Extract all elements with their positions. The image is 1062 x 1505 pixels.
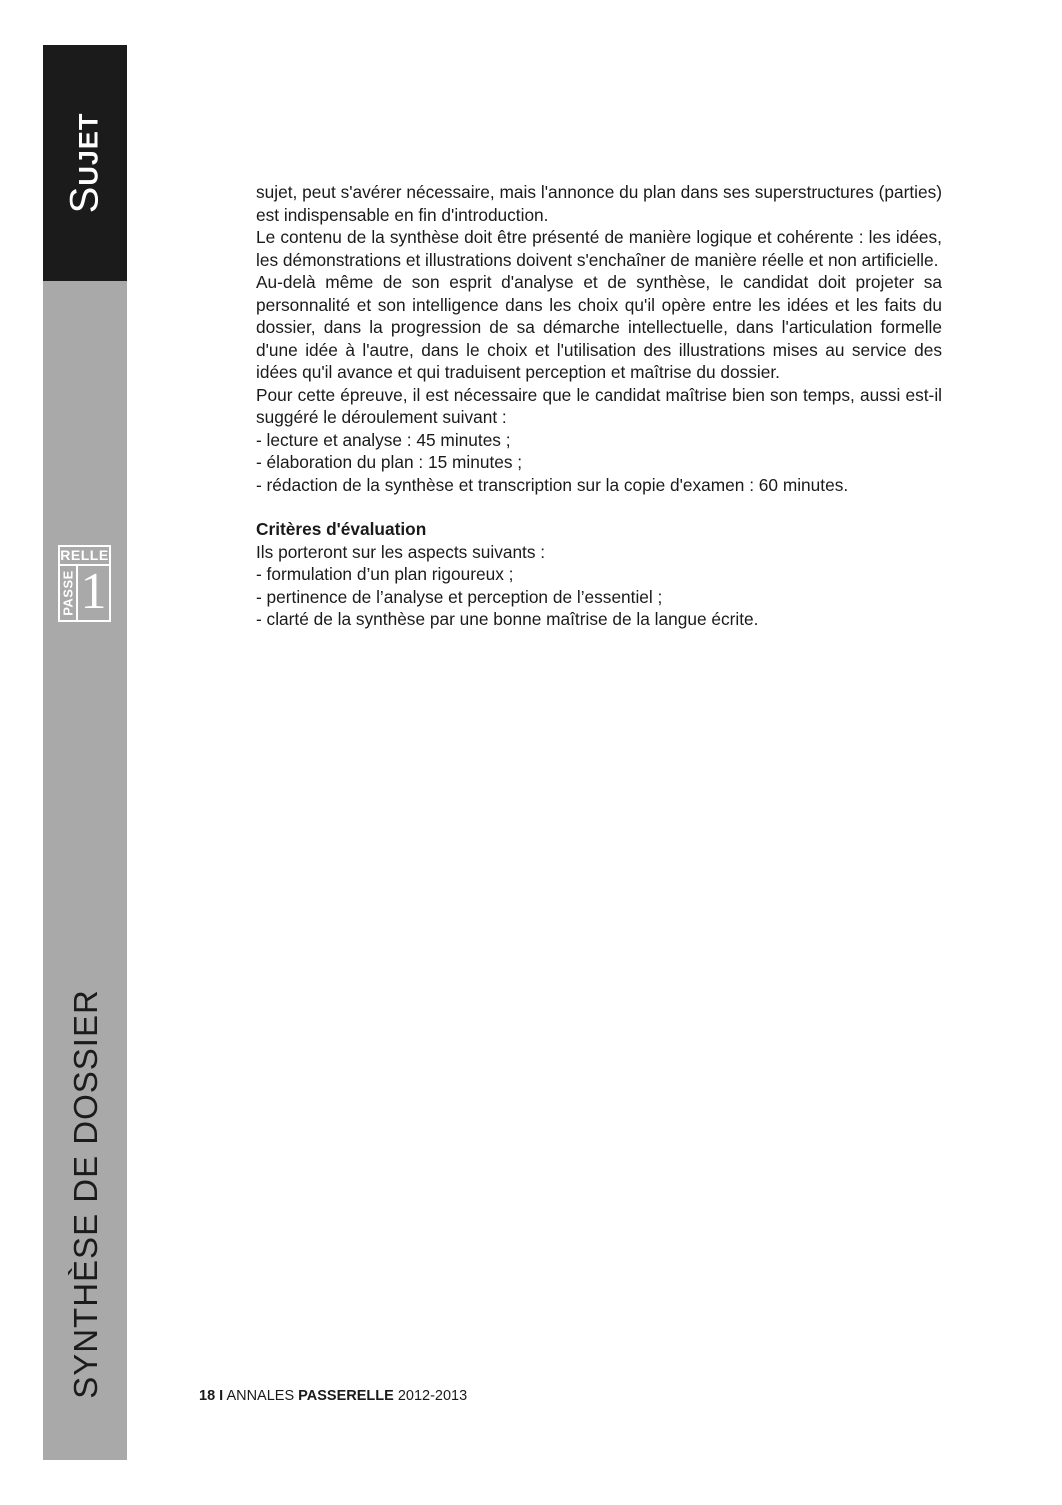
timing-item: - lecture et analyse : 45 minutes ; xyxy=(256,429,511,450)
logo-number: 1 xyxy=(80,563,107,620)
page-footer xyxy=(199,1388,467,1404)
footer-separator: I xyxy=(219,1388,224,1404)
paragraph: Pour cette épreuve, il est nécessaire que le candidat maîtrise bien son temps, aussi est-il suggéré le déroulement suivant : xyxy=(256,384,942,427)
page-number: 18 xyxy=(199,1388,216,1404)
footer-brand-text: PASSERELLE xyxy=(298,1388,394,1404)
sujet-rest: UJET xyxy=(73,112,104,186)
criteria-item: - clarté de la synthèse par une bonne maîtrise de la langue écrite. xyxy=(256,609,759,629)
paragraph: sujet, peut s'avérer nécessaire, mais l'annonce du plan dans ses superstructures (parties) est indispensable en fin d'introduction. xyxy=(256,182,942,225)
paragraph: Le contenu de la synthèse doit être présenté de manière logique et cohérente : les idées, les démonstrations et illustrations doivent s'enchaîner de manière réelle et non artificielle. xyxy=(256,227,942,270)
footer-brand xyxy=(294,1388,394,1404)
logo-top-text: RELLE xyxy=(60,547,109,566)
criteria-item: - formulation d’un plan rigoureux ; xyxy=(256,564,514,584)
criteria-intro: Ils porteront sur les aspects suivants : xyxy=(256,541,546,562)
sujet-tab-label xyxy=(63,113,108,214)
footer-years: 2012-2013 xyxy=(397,1388,468,1404)
criteria-item: - pertinence de l’analyse et perception de l’essentiel ; xyxy=(256,586,663,607)
timing-item: - élaboration du plan : 15 minutes ; xyxy=(256,452,523,472)
footer-annales: ANNALES xyxy=(226,1388,295,1404)
criteria-heading: Critères d'évaluation xyxy=(256,519,427,539)
section-title: SYNTHÈSE DE DOSSIER xyxy=(67,989,104,1399)
sujet-initial: S xyxy=(62,185,107,214)
passerelle-1-logo xyxy=(58,545,111,622)
body-text xyxy=(256,181,942,631)
logo-side-box xyxy=(60,566,78,620)
timing-item: - rédaction de la synthèse et transcription sur la copie d'examen : 60 minutes. xyxy=(256,474,849,495)
logo-side-text: PASSE xyxy=(60,570,76,616)
paragraph: Au-delà même de son esprit d'analyse et de synthèse, le candidat doit projeter sa personnalité et son intelligence dans les choix qu'il opère entre les idées et les faits du dossier, dans la progression de sa démarche intellectuelle, dans l'articulation formelle d'une idée à l'autre, dans le choix et l'utilisation des illustrations mises au service des idées qu'il avance et qui traduisent perception et maîtrise du dossier. xyxy=(256,272,942,382)
